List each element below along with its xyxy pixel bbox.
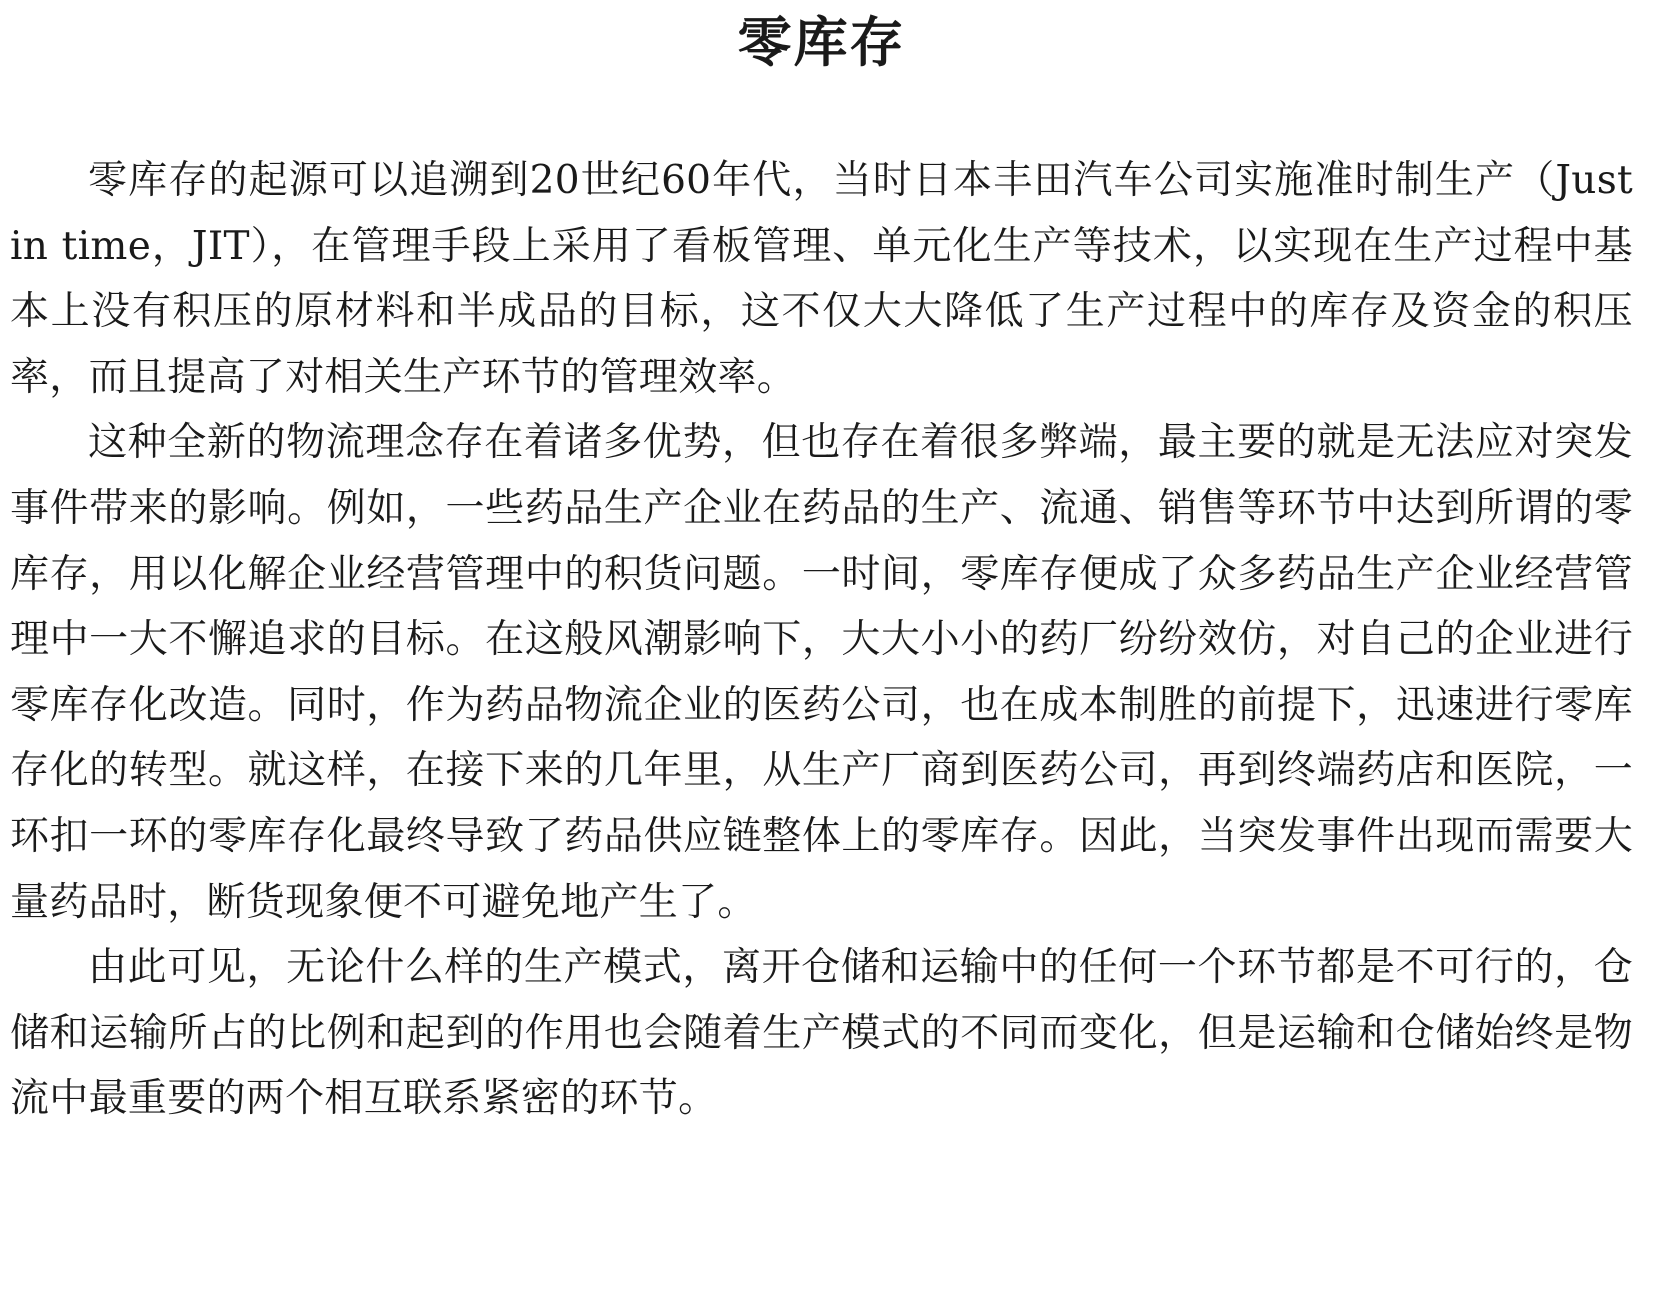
paragraph-conclusion: 由此可见，无论什么样的生产模式，离开仓储和运输中的任何一个环节都是不可行的，仓储和运输所占的比例和起到的作用也会随着生产模式的不同而变化，但是运输和仓储始终是物流中最重要的两个相互联系紧密的环节。 <box>10 945 1633 1122</box>
document-body <box>10 148 1633 1132</box>
document-title: 零库存 <box>737 10 906 74</box>
paragraph-origin: 零库存的起源可以追溯到20世纪60年代，当时日本丰田汽车公司实施准时制生产（Just in time，JIT），在管理手段上采用了看板管理、单元化生产等技术，以实现在生产过程中基本上没有积压的原材料和半成品的目标，这不仅大大降低了生产过程中的库存及资金的积压率，而且提高了对相关生产环节的管理效率。 <box>10 158 1633 400</box>
paragraph-drawbacks: 这种全新的物流理念存在着诸多优势，但也存在着很多弊端，最主要的就是无法应对突发事件带来的影响。例如，一些药品生产企业在药品的生产、流通、销售等环节中达到所谓的零库存，用以化解企业经营管理中的积货问题。一时间，零库存便成了众多药品生产企业经营管理中一大不懈追求的目标。在这般风潮影响下，大大小小的药厂纷纷效仿，对自己的企业进行零库存化改造。同时，作为药品物流企业的医药公司，也在成本制胜的前提下，迅速进行零库存化的转型。就这样，在接下来的几年里，从生产厂商到医药公司，再到终端药店和医院，一环扣一环的零库存化最终导致了药品供应链整体上的零库存。因此，当突发事件出现而需要大量药品时，断货现象便不可避免地产生了。 <box>10 420 1633 925</box>
